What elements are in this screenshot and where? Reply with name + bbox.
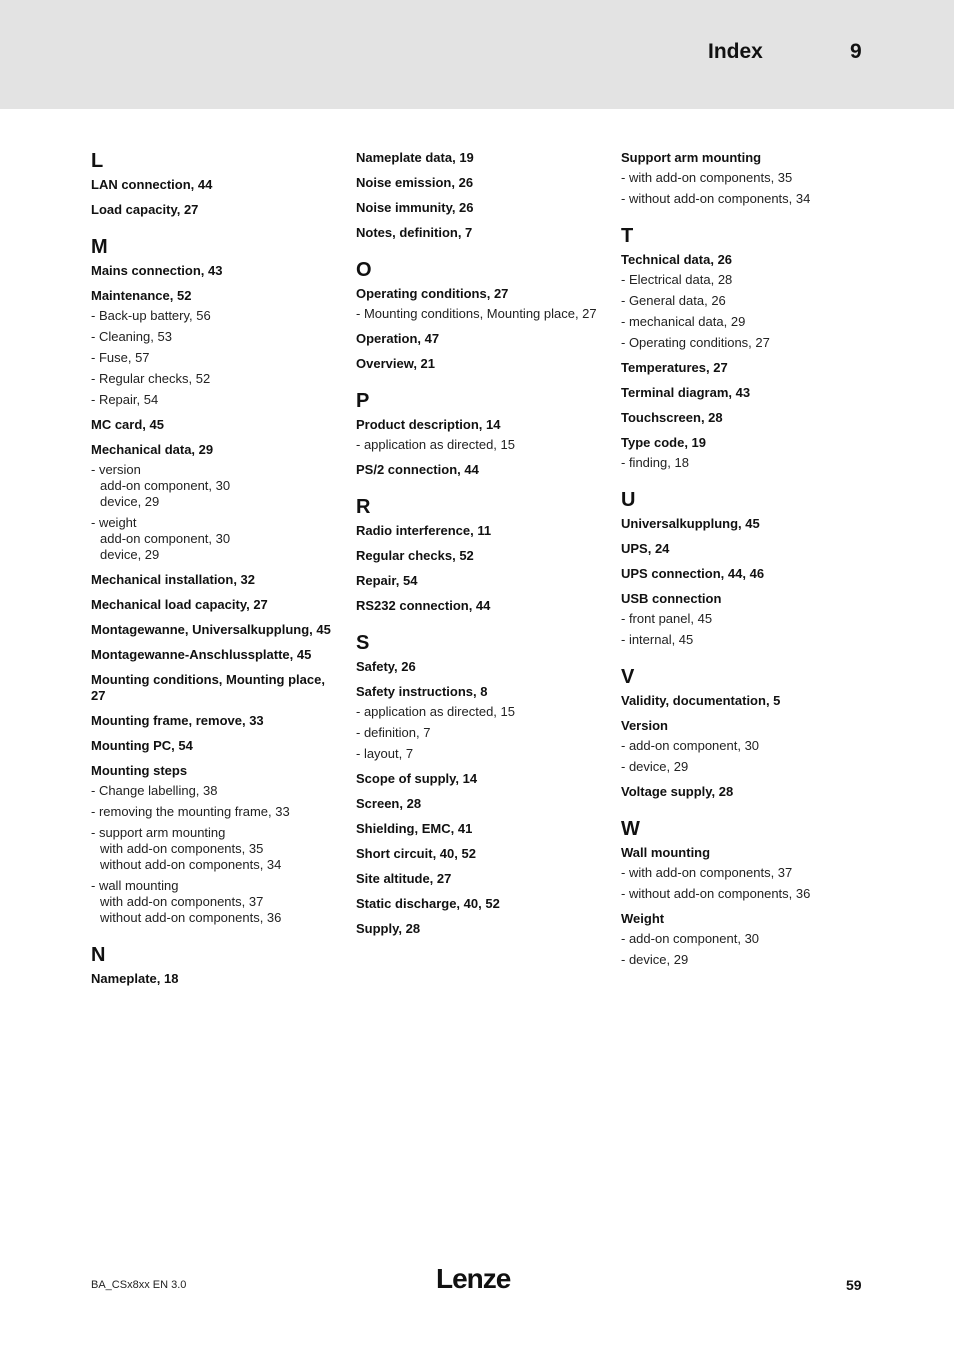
index-subentry bbox=[621, 611, 871, 627]
index-entry bbox=[91, 763, 341, 926]
index-subentry-text[interactable]: - mechanical data, 29 bbox=[621, 314, 746, 329]
index-entry bbox=[356, 684, 606, 762]
index-subentry-text[interactable]: - wall mounting bbox=[91, 878, 179, 893]
index-subentry bbox=[621, 952, 871, 968]
index-column-2 bbox=[356, 150, 606, 955]
index-subentry bbox=[621, 455, 871, 471]
index-term[interactable]: Mechanical load capacity, 27 bbox=[91, 597, 268, 612]
index-term[interactable]: Notes, definition, 7 bbox=[356, 225, 473, 240]
index-term[interactable]: Safety instructions, 8 bbox=[356, 684, 488, 699]
index-section bbox=[621, 818, 871, 968]
index-entry bbox=[621, 435, 871, 471]
index-entry bbox=[91, 442, 341, 563]
index-subentry-text[interactable]: - Fuse, 57 bbox=[91, 350, 150, 365]
index-subentry-text[interactable]: - Regular checks, 52 bbox=[91, 371, 211, 386]
index-section bbox=[91, 944, 341, 987]
index-term[interactable]: Montagewanne-Anschlussplatte, 45 bbox=[91, 647, 312, 662]
index-subsubentry[interactable]: without add-on components, 34 bbox=[100, 857, 282, 872]
index-entry bbox=[356, 846, 606, 862]
page-number: 59 bbox=[846, 1277, 862, 1293]
index-term[interactable]: UPS connection, 44, 46 bbox=[621, 566, 765, 581]
index-entry bbox=[91, 622, 341, 638]
index-subentry bbox=[91, 804, 341, 820]
index-term[interactable]: Noise emission, 26 bbox=[356, 175, 474, 190]
index-subentry-text[interactable]: - with add-on components, 37 bbox=[621, 865, 793, 880]
index-subentry bbox=[621, 865, 871, 881]
index-subentry bbox=[621, 335, 871, 351]
index-subentry-text[interactable]: - General data, 26 bbox=[621, 293, 726, 308]
index-letter: S bbox=[356, 632, 370, 654]
index-subentry bbox=[91, 462, 341, 510]
index-letter: R bbox=[356, 496, 371, 518]
index-entry bbox=[356, 225, 606, 241]
index-term[interactable]: PS/2 connection, 44 bbox=[356, 462, 479, 477]
index-entry bbox=[356, 523, 606, 539]
index-term[interactable]: Mounting conditions, Mounting place, 27 bbox=[91, 672, 325, 703]
index-term[interactable]: Noise immunity, 26 bbox=[356, 200, 474, 215]
index-term[interactable]: Radio interference, 11 bbox=[356, 523, 492, 538]
index-subentry bbox=[91, 329, 341, 345]
index-subentry-text[interactable]: - Repair, 54 bbox=[91, 392, 159, 407]
index-entry bbox=[621, 150, 871, 207]
index-subentry bbox=[91, 308, 341, 324]
index-subentry-text[interactable]: - finding, 18 bbox=[621, 455, 689, 470]
index-subentry bbox=[356, 306, 606, 322]
index-subentry-text[interactable]: - Change labelling, 38 bbox=[91, 783, 218, 798]
index-term[interactable]: Screen, 28 bbox=[356, 796, 422, 811]
index-entry bbox=[356, 573, 606, 589]
index-section bbox=[91, 236, 341, 926]
index-term[interactable]: Mains connection, 43 bbox=[91, 263, 223, 278]
lenze-logo: Lenze bbox=[436, 1263, 511, 1294]
index-section bbox=[356, 259, 606, 372]
index-section bbox=[621, 150, 871, 207]
index-term[interactable]: Mechanical data, 29 bbox=[91, 442, 214, 457]
index-subentry-text[interactable]: - weight bbox=[91, 515, 137, 530]
index-term[interactable]: USB connection bbox=[621, 591, 722, 606]
index-subentry bbox=[621, 931, 871, 947]
index-entry bbox=[91, 288, 341, 408]
index-subentry bbox=[621, 170, 871, 186]
index-term[interactable]: Short circuit, 40, 52 bbox=[356, 846, 476, 861]
index-subentry bbox=[621, 272, 871, 288]
index-letter: V bbox=[621, 666, 635, 688]
index-subentry-text[interactable]: - Mounting conditions, Mounting place, 27 bbox=[356, 306, 597, 321]
index-entry bbox=[621, 693, 871, 709]
index-subsubentry[interactable]: device, 29 bbox=[100, 547, 160, 562]
index-term[interactable]: Nameplate, 18 bbox=[91, 971, 179, 986]
index-entry bbox=[356, 150, 606, 166]
index-entry bbox=[356, 771, 606, 787]
index-letter: T bbox=[621, 225, 634, 247]
index-term[interactable]: Wall mounting bbox=[621, 845, 711, 860]
index-term[interactable]: Operating conditions, 27 bbox=[356, 286, 509, 301]
index-subentry-text[interactable]: - internal, 45 bbox=[621, 632, 694, 647]
index-entry bbox=[621, 784, 871, 800]
index-term[interactable]: MC card, 45 bbox=[91, 417, 164, 432]
index-letter: L bbox=[91, 150, 104, 172]
index-subentry bbox=[621, 314, 871, 330]
index-term[interactable]: Universalkupplung, 45 bbox=[621, 516, 760, 531]
index-letter: P bbox=[356, 390, 370, 412]
index-section bbox=[621, 225, 871, 471]
index-entry bbox=[91, 417, 341, 433]
index-entry bbox=[621, 911, 871, 968]
index-subentry-text[interactable]: - front panel, 45 bbox=[621, 611, 713, 626]
index-subentry bbox=[356, 704, 606, 720]
index-term[interactable]: Mechanical installation, 32 bbox=[91, 572, 255, 587]
index-subentry-text[interactable]: - removing the mounting frame, 33 bbox=[91, 804, 290, 819]
index-term[interactable]: Supply, 28 bbox=[356, 921, 421, 936]
index-term[interactable]: Nameplate data, 19 bbox=[356, 150, 474, 165]
index-section bbox=[621, 666, 871, 800]
index-letter: O bbox=[356, 259, 372, 281]
index-subentry bbox=[91, 515, 341, 563]
page-title: Index bbox=[708, 40, 763, 63]
index-subentry-text[interactable]: - with add-on components, 35 bbox=[621, 170, 793, 185]
index-term[interactable]: Safety, 26 bbox=[356, 659, 416, 674]
index-term[interactable]: Overview, 21 bbox=[356, 356, 436, 371]
index-term[interactable]: Version bbox=[621, 718, 668, 733]
index-term[interactable]: Montagewanne, Universalkupplung, 45 bbox=[91, 622, 331, 637]
index-section bbox=[91, 150, 341, 218]
document-id: BA_CSx8xx EN 3.0 bbox=[91, 1279, 187, 1291]
index-entry bbox=[621, 718, 871, 775]
index-entry bbox=[356, 417, 606, 453]
index-subentry bbox=[621, 759, 871, 775]
index-subentry-text[interactable]: - without add-on components, 36 bbox=[621, 886, 811, 901]
index-subentry-text[interactable]: - Back-up battery, 56 bbox=[91, 308, 211, 323]
index-subentry bbox=[356, 437, 606, 453]
index-entry bbox=[356, 200, 606, 216]
index-term[interactable]: Operation, 47 bbox=[356, 331, 440, 346]
index-term[interactable]: Technical data, 26 bbox=[621, 252, 733, 267]
index-term[interactable]: Mounting frame, remove, 33 bbox=[91, 713, 264, 728]
index-entry bbox=[91, 263, 341, 279]
index-subsubentry[interactable]: add-on component, 30 bbox=[100, 531, 231, 546]
index-entry bbox=[91, 971, 341, 987]
index-term[interactable]: Load capacity, 27 bbox=[91, 202, 199, 217]
index-subsubentry[interactable]: add-on component, 30 bbox=[100, 478, 231, 493]
index-term[interactable]: Scope of supply, 14 bbox=[356, 771, 478, 786]
index-subentry bbox=[356, 725, 606, 741]
index-term[interactable]: Site altitude, 27 bbox=[356, 871, 452, 886]
index-subentry-text[interactable]: - add-on component, 30 bbox=[621, 738, 760, 753]
index-letter: M bbox=[91, 236, 108, 258]
index-entry bbox=[91, 647, 341, 663]
index-entry bbox=[621, 845, 871, 902]
index-entry bbox=[621, 385, 871, 401]
index-entry bbox=[91, 713, 341, 729]
index-entry bbox=[356, 921, 606, 937]
index-subsubentry[interactable]: with add-on components, 37 bbox=[100, 894, 264, 909]
index-term[interactable]: UPS, 24 bbox=[621, 541, 670, 556]
index-subentry-text[interactable]: - support arm mounting bbox=[91, 825, 226, 840]
index-entry bbox=[621, 516, 871, 532]
index-subsubentry[interactable]: without add-on components, 36 bbox=[100, 910, 282, 925]
index-term[interactable]: RS232 connection, 44 bbox=[356, 598, 491, 613]
index-entry bbox=[91, 597, 341, 613]
index-entry bbox=[621, 541, 871, 557]
index-term[interactable]: Mounting steps bbox=[91, 763, 188, 778]
index-section bbox=[356, 632, 606, 937]
index-entry bbox=[91, 177, 341, 193]
index-term[interactable]: Regular checks, 52 bbox=[356, 548, 474, 563]
index-subentry bbox=[621, 191, 871, 207]
index-subentry-text[interactable]: - Electrical data, 28 bbox=[621, 272, 733, 287]
index-subentry-text[interactable]: - definition, 7 bbox=[356, 725, 431, 740]
index-subentry bbox=[621, 293, 871, 309]
index-subentry-text[interactable]: - add-on component, 30 bbox=[621, 931, 760, 946]
index-subentry bbox=[91, 783, 341, 799]
index-term[interactable]: Static discharge, 40, 52 bbox=[356, 896, 500, 911]
index-entry bbox=[356, 462, 606, 478]
index-entry bbox=[356, 356, 606, 372]
index-term[interactable]: Weight bbox=[621, 911, 665, 926]
index-subentry-text[interactable]: - Operating conditions, 27 bbox=[621, 335, 770, 350]
index-term[interactable]: Maintenance, 52 bbox=[91, 288, 192, 303]
index-term[interactable]: Shielding, EMC, 41 bbox=[356, 821, 473, 836]
index-entry bbox=[91, 672, 341, 704]
index-subentry-text[interactable]: - Cleaning, 53 bbox=[91, 329, 172, 344]
index-entry bbox=[621, 591, 871, 648]
chapter-number: 9 bbox=[850, 40, 862, 63]
index-entry bbox=[356, 598, 606, 614]
index-column-3 bbox=[621, 150, 871, 986]
index-section bbox=[356, 390, 606, 478]
index-term[interactable]: Temperatures, 27 bbox=[621, 360, 728, 375]
index-term[interactable]: Touchscreen, 28 bbox=[621, 410, 723, 425]
index-entry bbox=[356, 331, 606, 347]
index-letter: W bbox=[621, 818, 640, 840]
index-term[interactable]: Mounting PC, 54 bbox=[91, 738, 193, 753]
index-entry bbox=[356, 548, 606, 564]
index-entry bbox=[356, 796, 606, 812]
index-entry bbox=[356, 286, 606, 322]
index-entry bbox=[91, 572, 341, 588]
index-subsubentry[interactable]: with add-on components, 35 bbox=[100, 841, 264, 856]
index-term[interactable]: Product description, 14 bbox=[356, 417, 501, 432]
index-subentry bbox=[621, 738, 871, 754]
index-subentry-text[interactable]: - device, 29 bbox=[621, 759, 689, 774]
index-term[interactable]: Terminal diagram, 43 bbox=[621, 385, 751, 400]
index-subentry bbox=[91, 392, 341, 408]
index-subentry bbox=[91, 350, 341, 366]
index-entry bbox=[621, 410, 871, 426]
index-subentry bbox=[621, 886, 871, 902]
index-subentry-text[interactable]: - version bbox=[91, 462, 141, 477]
index-subentry-text[interactable]: - application as directed, 15 bbox=[356, 437, 515, 452]
index-section bbox=[356, 496, 606, 614]
index-entry bbox=[356, 175, 606, 191]
index-subentry bbox=[91, 825, 341, 873]
index-subentry-text[interactable]: - layout, 7 bbox=[356, 746, 414, 761]
index-term[interactable]: Type code, 19 bbox=[621, 435, 707, 450]
index-entry bbox=[356, 871, 606, 887]
index-subentry-text[interactable]: - application as directed, 15 bbox=[356, 704, 515, 719]
index-letter: U bbox=[621, 489, 636, 511]
index-subentry-text[interactable]: - without add-on components, 34 bbox=[621, 191, 811, 206]
index-subentry bbox=[621, 632, 871, 648]
index-term[interactable]: Validity, documentation, 5 bbox=[621, 693, 781, 708]
index-subentry bbox=[91, 878, 341, 926]
index-subentry-text[interactable]: - device, 29 bbox=[621, 952, 689, 967]
index-term[interactable]: Repair, 54 bbox=[356, 573, 418, 588]
header-band bbox=[0, 0, 954, 109]
index-section bbox=[621, 489, 871, 648]
index-column-1 bbox=[91, 150, 341, 1005]
index-term[interactable]: Support arm mounting bbox=[621, 150, 762, 165]
index-term[interactable]: Voltage supply, 28 bbox=[621, 784, 734, 799]
index-subsubentry[interactable]: device, 29 bbox=[100, 494, 160, 509]
index-term[interactable]: LAN connection, 44 bbox=[91, 177, 213, 192]
index-entry bbox=[621, 252, 871, 351]
index-entry bbox=[356, 896, 606, 912]
index-entry bbox=[621, 360, 871, 376]
index-subentry bbox=[91, 371, 341, 387]
index-subentry bbox=[356, 746, 606, 762]
index-entry bbox=[91, 738, 341, 754]
index-letter: N bbox=[91, 944, 106, 966]
index-entry bbox=[621, 566, 871, 582]
index-section bbox=[356, 150, 606, 241]
index-entry bbox=[356, 659, 606, 675]
index-entry bbox=[356, 821, 606, 837]
index-entry bbox=[91, 202, 341, 218]
